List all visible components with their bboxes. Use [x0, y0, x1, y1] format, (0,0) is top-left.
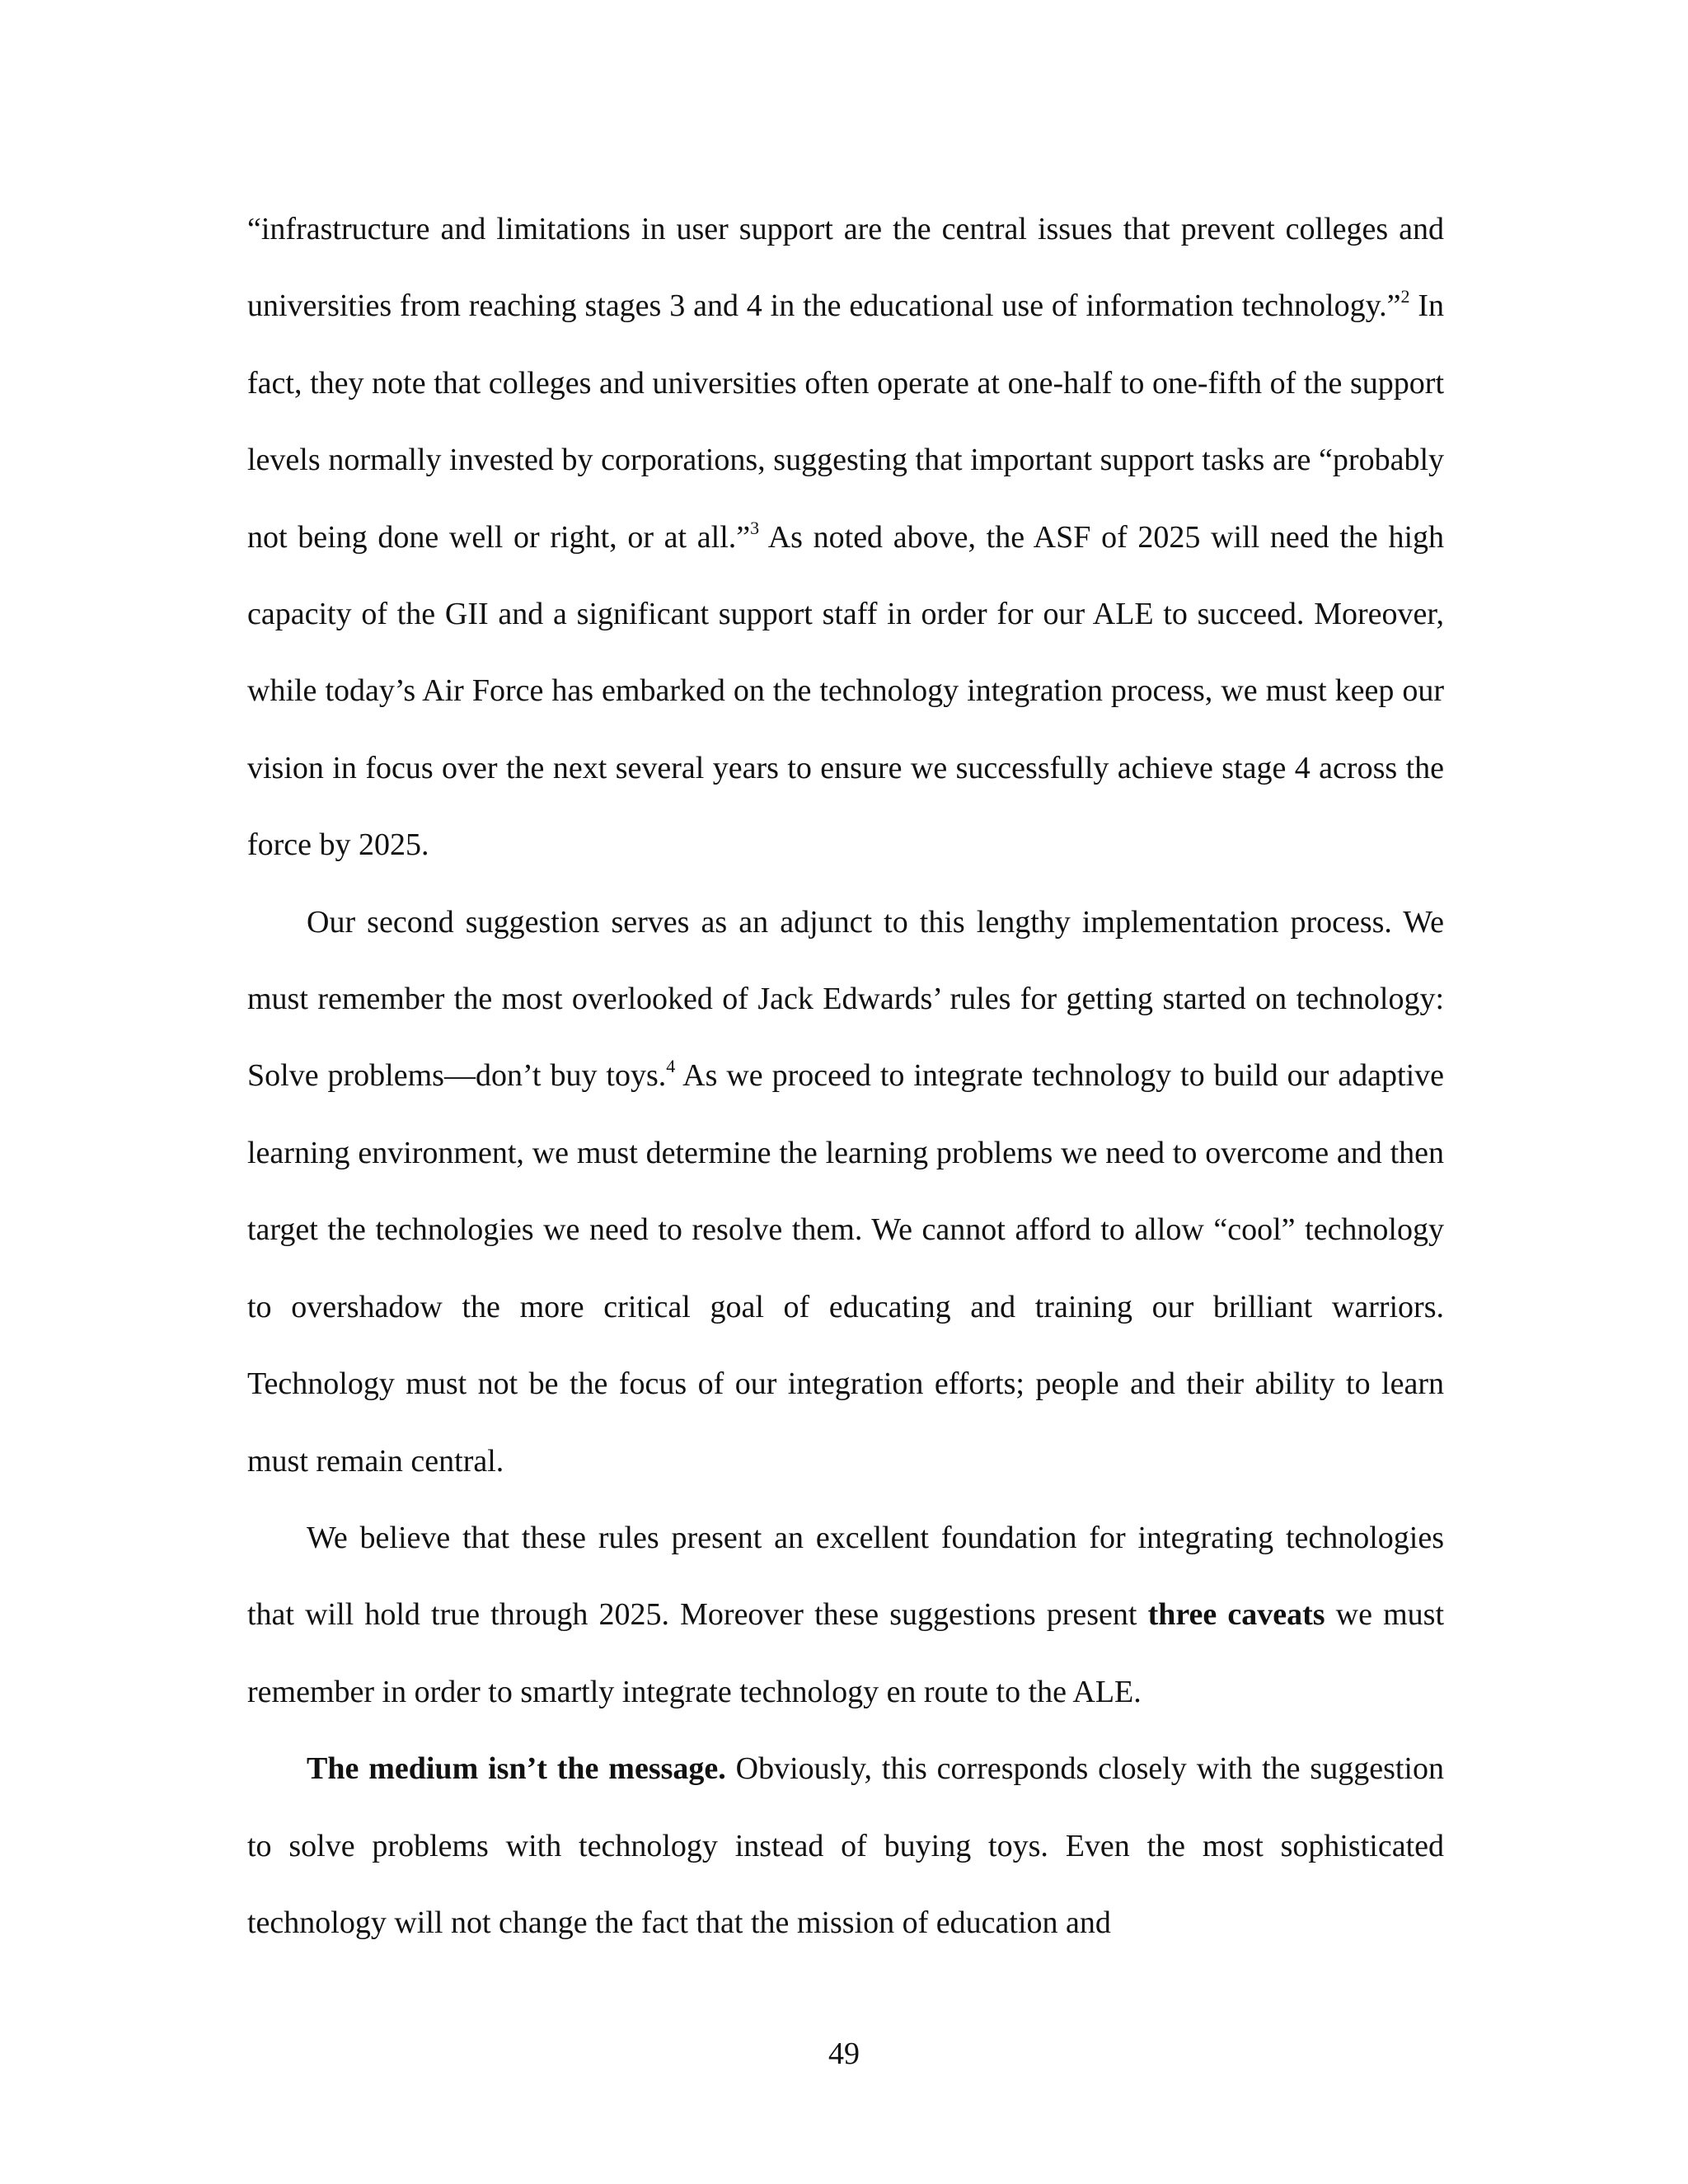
- footnote-ref-3[interactable]: 3: [750, 517, 760, 538]
- paragraph-text: In fact, they note that colleges and universities often operate at one-half to one-fifth of the support levels normally invested by corporations, suggesting that important support tasks are “probably not being done well or right, or at all.”: [247, 288, 1445, 555]
- footnote-ref-4[interactable]: 4: [666, 1056, 676, 1077]
- paragraph-text: As noted above, the ASF of 2025 will need the high capacity of the GII and a significant support staff in order for our ALE to succeed. Moreover, while today’s Air Force has embarked on the technology integration process, we must keep our vision in focus over the next several years to ensure we successfully achieve stage 4 across the force by 2025.: [247, 519, 1444, 863]
- paragraph-text: Our second suggestion serves as an adjunct to this lengthy implementation process. We must remember the most overlooked of Jack Edwards’ rules for getting started on technology: Solve problems—don’t buy toys.: [247, 904, 1444, 1094]
- paragraph-2: [247, 884, 1444, 1500]
- page-number: 49: [828, 2036, 860, 2071]
- paragraph-3: [247, 1500, 1444, 1731]
- bold-phrase: three caveats: [1147, 1597, 1325, 1633]
- paragraph-text: As we proceed to integrate technology to build our adaptive learning environment, we must determine the learning problems we need to overcome and then target the technologies we need to resolve them. We cannot afford to allow “cool” technology to overshadow the more critical goal of educating and training our brilliant warriors. Technology must not be the focus of our integration efforts; people and their ability to learn must remain central.: [247, 1058, 1444, 1479]
- paragraph-1: [247, 191, 1444, 884]
- page-body-text: [247, 191, 1444, 1961]
- paragraph-text: we must remember in order to smartly integrate technology en route to the ALE.: [247, 1597, 1445, 1709]
- paragraph-4: [247, 1731, 1444, 1961]
- paragraph-text: We believe that these rules present an excellent foundation for integrating technologies that will hold true through 2025. Moreover these suggestions present: [247, 1520, 1444, 1633]
- section-heading: The medium isn’t the message.: [307, 1751, 726, 1787]
- paragraph-text: “infrastructure and limitations in user support are the central issues that prevent colleges and universities from reaching stages 3 and 4 in the educational use of information technology.”: [247, 212, 1444, 324]
- footnote-ref-2[interactable]: 2: [1400, 286, 1410, 307]
- paragraph-text: Obviously, this corresponds closely with the suggestion to solve problems with technology instead of buying toys. Even the most sophisticated technology will not change the fact that the mission of education and: [247, 1751, 1444, 1940]
